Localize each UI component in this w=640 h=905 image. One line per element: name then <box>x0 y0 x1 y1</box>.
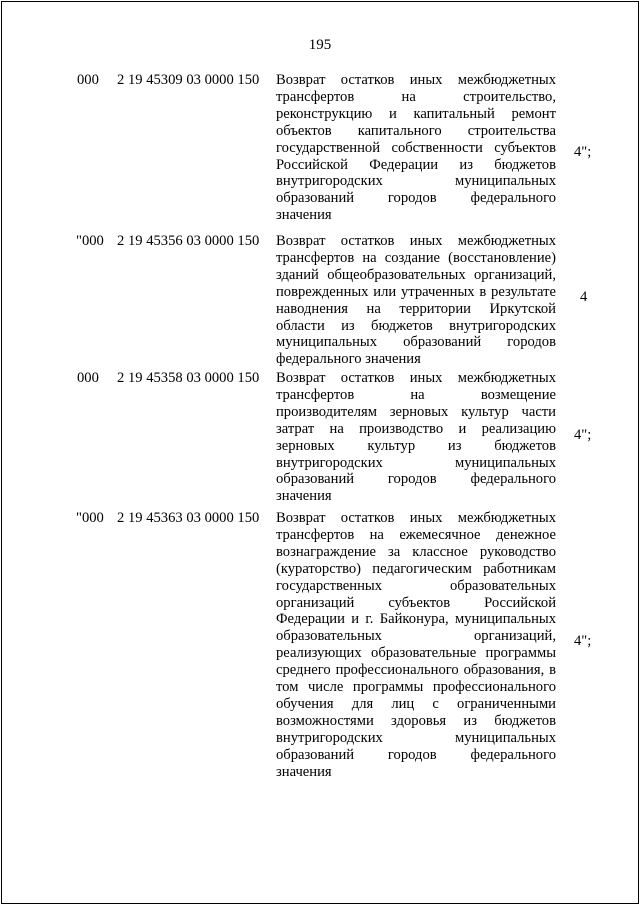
description-line: образовательных организаций, <box>276 628 556 645</box>
description-line: производителям зерновых культур части <box>276 403 556 420</box>
description-line: том числе программы профессионального <box>276 679 556 696</box>
row-description <box>276 72 556 224</box>
description-line: государственных образовательных <box>276 577 556 594</box>
description-line: Возврат остатков иных межбюджетных <box>276 510 556 526</box>
admin-code: 000 <box>77 370 99 386</box>
description-line: федерального значения <box>276 351 421 368</box>
admin-code: 000 <box>77 72 99 88</box>
description-line: образований городов федерального <box>276 190 556 207</box>
description-line: образований городов федерального <box>276 746 556 763</box>
description-line: реконструкцию и капитальный ремонт <box>276 105 556 122</box>
description-line: Российской Федерации из бюджетов <box>276 156 556 173</box>
budget-code: 2 19 45309 03 0000 150 <box>117 72 260 88</box>
description-line: обучения для лиц с ограниченными <box>276 695 556 712</box>
budget-code: 2 19 45363 03 0000 150 <box>117 510 260 526</box>
description-line: внутригородских муниципальных <box>276 173 556 190</box>
description-line: (кураторство) педагогическим работникам <box>276 560 556 577</box>
row-amount: 4 <box>580 289 588 305</box>
row-amount: 4"; <box>574 144 592 160</box>
description-line: трансфертов на создание (восстановление) <box>276 249 556 266</box>
description-line: зерновых культур из бюджетов <box>276 437 556 454</box>
description-line: значения <box>276 488 332 505</box>
description-line: значения <box>276 207 332 224</box>
row-amount: 4"; <box>574 427 592 443</box>
description-line: государственной собственности субъектов <box>276 139 556 156</box>
description-line: трансфертов на ежемесячное денежное <box>276 526 556 543</box>
description-line: муниципальных образований городов <box>276 334 556 351</box>
description-line: трансфертов на возмещение <box>276 386 556 403</box>
page-number: 195 <box>308 37 332 53</box>
admin-code: "000 <box>76 510 104 526</box>
row-description <box>276 233 556 368</box>
description-line: среднего профессионального образования, в <box>276 662 556 679</box>
description-line: образований городов федерального <box>276 471 556 488</box>
description-line: значения <box>276 763 332 780</box>
description-line: вознаграждение за классное руководство <box>276 543 556 560</box>
budget-code: 2 19 45358 03 0000 150 <box>117 370 260 386</box>
row-description <box>276 370 556 505</box>
description-line: возможностями здоровья из бюджетов <box>276 712 556 729</box>
description-line: реализующих образовательные программы <box>276 645 556 662</box>
description-line: затрат на производство и реализацию <box>276 420 556 437</box>
budget-code: 2 19 45356 03 0000 150 <box>117 233 260 249</box>
description-line: Возврат остатков иных межбюджетных <box>276 233 556 249</box>
description-line: наводнения на территории Иркутской <box>276 300 556 317</box>
description-line: внутригородских муниципальных <box>276 729 556 746</box>
description-line: трансфертов на строительство, <box>276 88 556 105</box>
description-line: поврежденных или утраченных в результате <box>276 283 556 300</box>
row-description <box>276 510 556 781</box>
row-amount: 4"; <box>574 633 592 649</box>
description-line: Федерации и г. Байконура, муниципальных <box>276 611 556 628</box>
admin-code: "000 <box>76 233 104 249</box>
description-line: объектов капитального строительства <box>276 122 556 139</box>
description-line: Возврат остатков иных межбюджетных <box>276 72 556 88</box>
description-line: Возврат остатков иных межбюджетных <box>276 370 556 386</box>
description-line: зданий общеобразовательных организаций, <box>276 266 556 283</box>
description-line: области из бюджетов внутригородских <box>276 317 556 334</box>
description-line: организаций субъектов Российской <box>276 594 556 611</box>
description-line: внутригородских муниципальных <box>276 454 556 471</box>
